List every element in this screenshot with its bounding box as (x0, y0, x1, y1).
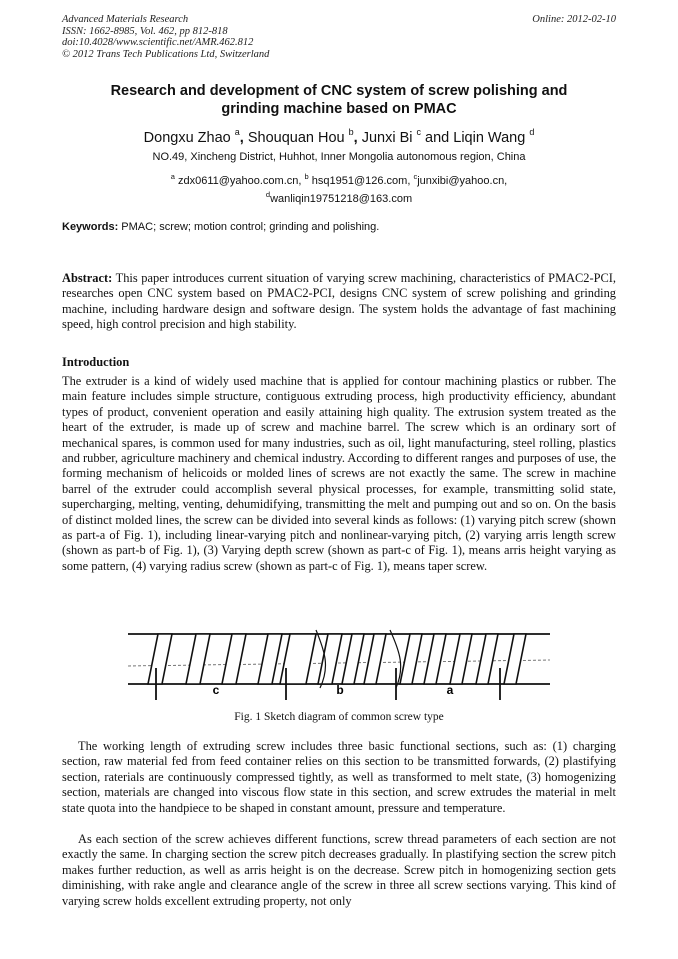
author-name: Shouquan Hou (247, 130, 345, 146)
email-address: hsq1951@126.com, (311, 175, 414, 187)
threads-part-c (148, 634, 282, 684)
author-list (62, 123, 616, 147)
email-line-2 (62, 188, 616, 206)
body-paragraph: The working length of extruding screw includes three basic functional sections, such as: (1) charging section, raw material fed from feed container relies on this section to be transmitted forwards, (2) plastifying section, raterials are continuously compressed tightly, as well as transformed to melt state, (3) homogenizing section, materials are changed into viscous flow state in this section, and screw extrudes the material in melt state quota into the handpiece to be shaped in constant amount, pressure and temperature. (62, 739, 616, 815)
email-sup: b (304, 172, 309, 181)
label-part-c: c (212, 683, 220, 697)
keywords-label: Keywords: (62, 221, 119, 233)
section-heading-introduction: Introduction (62, 355, 130, 369)
author-sep: , (239, 130, 248, 146)
affiliation: NO.49, Xincheng District, Huhhot, Inner Mongolia autonomous region, China (152, 151, 526, 163)
label-part-a: a (446, 683, 454, 697)
online-date: Online: 2012-02-10 (532, 14, 616, 25)
author-sup: b (348, 127, 354, 137)
threads-part-b (280, 634, 386, 684)
label-part-b: b (336, 683, 344, 697)
author-sup: a (234, 127, 240, 137)
intro-paragraph: The extruder is a kind of widely used machine that is applied for contour machining plastics or rubber. The main feature includes simple structure, contiguous extruding process, high productivity efficiency, abundant types of product, convenient operation and easily attaining high quality. The extrusion system treated as the heart of the extruder, is made up of screw and machine barrel. The screw which is an ordinary sort of mechanical spares, is common used for many industries, such as oil, light manufacturing, steel rolling, plastics and rubber, agriculture machinery and chemical industry. According to different ranges and purposes of use, the forming mechanism of helicoids or molded lines of screws are not exactly the same. The screw in machine barrel of the extruder could accomplish several physical processes, for example, transmitting solid state, supercharging, melting, venting, dehumidifying, transmitting the melt and pumping out and so on. On the basis of distinct molded lines, the screw can be divided into several kinds as follows: (1) varying pitch screw (shown as part-a of Fig. 1), including linear-varying pitch and nonlinear-varying pitch, (2) varying arris length screw (shown as part-b of Fig. 1), (3) Varying depth screw (shown as part-c of Fig. 1), means arris height varying as some pattern, (4) varying radius screw (shown as part-c of Fig. 1), means taper screw. (62, 374, 616, 573)
abstract-text: This paper introduces current situation of varying screw machining, characteristics of PMAC2-PCI, researches open CNC system based on PMAC2-PCI, designs CNC system of screw polishing and grinding machine, including hardware design and software design. The system holds the advantage of fast machining speed, high control precision and high stability. (62, 271, 616, 332)
journal-issn: ISSN: 1662-8985, Vol. 462, pp 812-818 (62, 25, 228, 37)
email-list (62, 170, 616, 206)
keywords (62, 220, 616, 234)
email-line-1 (62, 170, 616, 188)
figure-caption: Fig. 1 Sketch diagram of common screw type (234, 711, 444, 723)
body-paragraph: As each section of the screw achieves different functions, screw thread parameters of each section are not exactly the same. In charging section the screw pitch decreases gradually. In plastifying section the screw pitch makes further reduction, as well as arris height is on the decrease. Screw pitch in homogenizing section gets diminishing, with rake angle and clearance angle of the screw in three all screw sections varying. This kind of varying screw holds excellent extruding property, not only (62, 832, 616, 908)
email-sup: a (170, 172, 175, 181)
journal-doi: doi:10.4028/www.scientific.net/AMR.462.812 (62, 37, 254, 48)
journal-header (62, 14, 616, 60)
author-sup: d (529, 127, 535, 137)
author-sep: and (421, 130, 454, 146)
keywords-text: PMAC; screw; motion control; grinding and polishing. (118, 221, 380, 233)
email-address: wanliqin19751218@163.com (270, 193, 413, 205)
author-name: Dongxu Zhao (143, 130, 231, 146)
abstract-label: Abstract: (62, 271, 113, 285)
title-line-2: grinding machine based on PMAC (221, 101, 457, 117)
abstract (62, 271, 616, 333)
email-sup: c (413, 172, 418, 181)
author-name: Liqin Wang (453, 130, 526, 146)
author-name: Junxi Bi (361, 130, 413, 146)
title-line-1: Research and development of CNC system of screw polishing and (110, 83, 568, 99)
journal-copyright: © 2012 Trans Tech Publications Ltd, Switzerland (62, 48, 270, 60)
figure-screw-diagram (120, 612, 556, 708)
screw-sketch (120, 612, 556, 708)
email-sup: d (265, 190, 271, 199)
email-address: junxibi@yahoo.cn, (417, 175, 508, 187)
threads-part-a (400, 634, 526, 684)
paper-title (62, 82, 616, 118)
author-sup: c (416, 127, 422, 137)
author-sep: , (353, 130, 362, 146)
email-address: zdx0611@yahoo.com.cn, (177, 175, 305, 187)
journal-name: Advanced Materials Research (62, 14, 189, 25)
